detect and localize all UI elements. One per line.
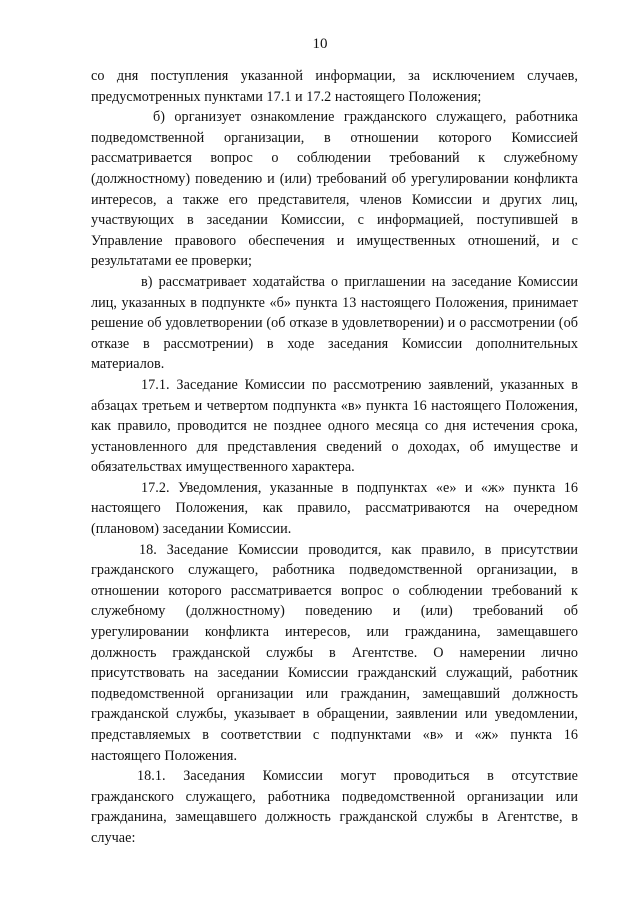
paragraph-clause-17-1: 17.1. Заседание Комиссии по рассмотрению заявлений, указанных в абзацах третьем и четвертом подпункта «в» пункта 16 настоящего Положения, как правило, проводится не позднее одного месяца со дня истечения срока, установленного для представления сведений о доходах, об имуществе и обязательствах имущественного характера. [91,376,578,476]
page-number: 10 [312,36,328,52]
paragraph-clause-18: 18. Заседание Комиссии проводится, как правило, в присутствии гражданского служащего, работника подведомственной организации, в отношении которого рассматривается вопрос о соблюдении требований к служебному (должностному) поведению и (или) требований об урегулировании конфликта интересов, или гражданина, замещавшего должность гражданской службы в Агентстве. О намерении лично присутствовать на заседании Комиссии гражданский служащий, работник подведомственной организации или гражданин, замещавший должность гражданской службы, указывает в обращении, заявлении или уведомлении, представляемых в соответствии с подпунктами «в» и «ж» пункта 16 настоящего Положения. [91,541,578,764]
document-body [91,66,578,849]
paragraph-continuation: со дня поступления указанной информации, за исключением случаев, предусмотренных пунктами 17.1 и 17.2 настоящего Положения; [91,68,578,105]
paragraph-clause-18-1: 18.1. Заседания Комиссии могут проводиться в отсутствие гражданского служащего, работника подведомственной организации или гражданина, замещавшего должность гражданской службы в Агентстве, в случае: [91,768,578,846]
paragraph-item-v: в) рассматривает ходатайства о приглашении на заседание Комиссии лиц, указанных в подпункте «б» пункта 13 настоящего Положения, принимает решение об удовлетворении (об отказе в удовлетворении) и о рассмотрении (об отказе в рассмотрении) в ходе заседания Комиссии дополнительных материалов. [91,273,578,373]
paragraph-item-b: б) организует ознакомление гражданского служащего, работника подведомственной организации, в отношении которого Комиссией рассматривается вопрос о соблюдении требований к служебному (должностному) поведению и (или) требований об урегулировании конфликта интересов, а также его представителя, членов Комиссии и других лиц, участвующих в заседании Комиссии, с информацией, поступившей в Управление правового обеспечения и имущественных отношений, и с результатами ее проверки; [91,109,578,270]
paragraph-clause-17-2: 17.2. Уведомления, указанные в подпунктах «е» и «ж» пункта 16 настоящего Положения, как правило, рассматриваются на очередном (плановом) заседании Комиссии. [91,479,578,538]
